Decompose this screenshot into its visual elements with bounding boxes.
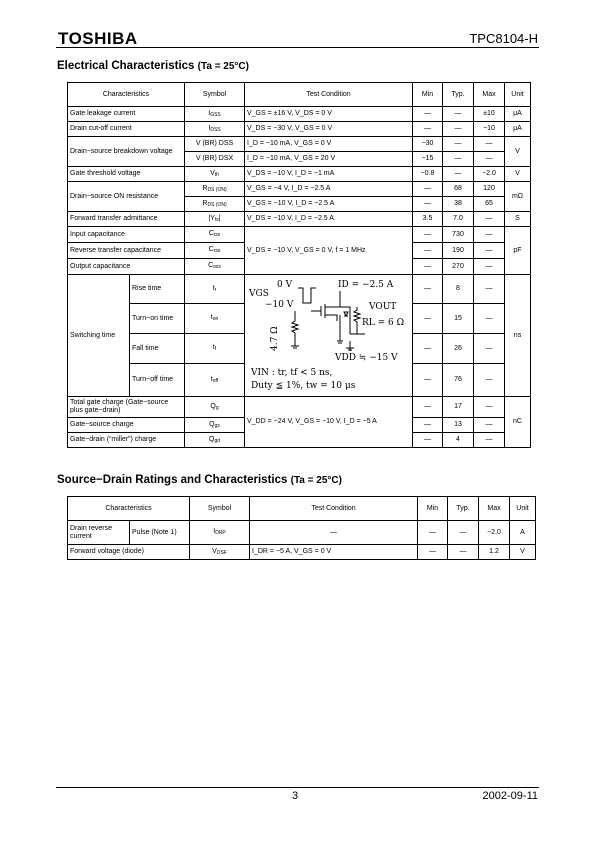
row-symbol: $R_{DS (ON)}$ bbox=[185, 197, 245, 212]
row-symbol: $V_{th}$ bbox=[185, 167, 245, 182]
row-symbol: $R_{DS (ON)}$ bbox=[185, 182, 245, 197]
row-condition: V_GS = −10 V, I_D = −2.5 A bbox=[245, 197, 413, 212]
row-symbol: $|Y_{fs}|$ bbox=[185, 212, 245, 227]
row-max: 1.2 bbox=[479, 545, 510, 560]
pulse-waveform bbox=[298, 288, 316, 303]
row-symbol: $Q_{gs}$ bbox=[185, 418, 245, 433]
row-name: Gate leakage current bbox=[68, 107, 185, 122]
row-min: — bbox=[413, 397, 443, 418]
row-typ: — bbox=[443, 137, 474, 152]
rl-label: RL = 6 Ω bbox=[362, 317, 405, 328]
row-min: — bbox=[413, 227, 443, 243]
row-max: ±10 bbox=[474, 107, 505, 122]
row-min: 3.5 bbox=[413, 212, 443, 227]
row-max: −2.0 bbox=[474, 167, 505, 182]
table-header-row bbox=[68, 83, 531, 107]
row-min: — bbox=[413, 259, 443, 275]
row-unit: S bbox=[505, 212, 531, 227]
row-typ: 190 bbox=[443, 243, 474, 259]
row-min: — bbox=[413, 334, 443, 364]
row-condition: I_DR = −5 A, V_GS = 0 V bbox=[250, 545, 418, 560]
row-unit: μA bbox=[505, 122, 531, 137]
row-typ: 26 bbox=[443, 334, 474, 364]
table-row bbox=[68, 167, 531, 182]
row-max: — bbox=[474, 212, 505, 227]
row-typ: — bbox=[443, 107, 474, 122]
row-max: 65 bbox=[474, 197, 505, 212]
source-drain-title bbox=[57, 474, 342, 486]
electrical-table bbox=[67, 82, 531, 448]
row-max: — bbox=[474, 304, 505, 334]
row-unit: mΩ bbox=[505, 182, 531, 212]
row-symbol: $t_{off}$ bbox=[185, 364, 245, 397]
hdr-typ: Typ. bbox=[448, 497, 479, 521]
row-name: Drain cut-off current bbox=[68, 122, 185, 137]
row-symbol: $C_{rss}$ bbox=[185, 243, 245, 259]
row-typ: — bbox=[443, 122, 474, 137]
row-typ: 38 bbox=[443, 197, 474, 212]
row-name: Drain−source ON resistance bbox=[68, 182, 185, 212]
row-max: — bbox=[474, 364, 505, 397]
row-condition: V_DD = −24 V, V_GS = −10 V, I_D = −5 A bbox=[245, 397, 413, 448]
hdr-max: Max bbox=[479, 497, 510, 521]
row-condition: V_DS = −30 V, V_GS = 0 V bbox=[245, 122, 413, 137]
row-symbol: $I_{DRP}$ bbox=[190, 521, 250, 545]
source-drain-title-cond: (Ta = 25°C) bbox=[290, 475, 342, 486]
row-min: — bbox=[413, 418, 443, 433]
row-min: — bbox=[413, 107, 443, 122]
row-max: — bbox=[474, 334, 505, 364]
row-max: — bbox=[474, 433, 505, 448]
row-min: −0.8 bbox=[413, 167, 443, 182]
source-ground-symbol bbox=[337, 341, 343, 343]
row-min: −30 bbox=[413, 137, 443, 152]
r47-label: 4.7 Ω bbox=[270, 325, 280, 351]
table-row bbox=[68, 122, 531, 137]
row-typ: — bbox=[448, 545, 479, 560]
row-symbol: $Q_{gd}$ bbox=[185, 433, 245, 448]
table-row bbox=[68, 275, 531, 304]
row-min: −15 bbox=[413, 152, 443, 167]
vneg-label: −10 V bbox=[265, 299, 294, 310]
electrical-title-cond: (Ta = 25°C) bbox=[197, 61, 249, 72]
row-typ: 17 bbox=[443, 397, 474, 418]
row-condition: I_D = −10 mA, V_GS = 0 V bbox=[245, 137, 413, 152]
row-name: Forward voltage (diode) bbox=[68, 545, 190, 560]
row-symbol: $C_{iss}$ bbox=[185, 227, 245, 243]
v0-label: 0 V bbox=[277, 279, 293, 290]
row-symbol: $t_f$ bbox=[185, 334, 245, 364]
row-subname: Fall time bbox=[130, 334, 185, 364]
row-subname: Rise time bbox=[130, 275, 185, 304]
hdr-test-condition: Test Condition bbox=[250, 497, 418, 521]
row-max: — bbox=[474, 137, 505, 152]
row-name: Gate−drain (“miller”) charge bbox=[68, 433, 185, 448]
row-max: — bbox=[474, 243, 505, 259]
vgs-label: VGS bbox=[249, 288, 269, 299]
row-typ: 76 bbox=[443, 364, 474, 397]
row-name: Forward transfer admittance bbox=[68, 212, 185, 227]
table-header-row bbox=[68, 497, 536, 521]
footer-date: 2002-09-11 bbox=[482, 790, 538, 802]
diode-symbol bbox=[344, 312, 348, 316]
rl-resistor bbox=[354, 307, 360, 326]
circuit-diagram bbox=[245, 276, 413, 396]
row-name: Reverse transfer capacitance bbox=[68, 243, 185, 259]
row-typ: 68 bbox=[443, 182, 474, 197]
row-typ: 15 bbox=[443, 304, 474, 334]
row-min: — bbox=[413, 275, 443, 304]
vin-label: VIN : tr, tf < 5 ns, bbox=[251, 367, 333, 378]
row-max: — bbox=[474, 227, 505, 243]
row-typ: 270 bbox=[443, 259, 474, 275]
row-typ: 730 bbox=[443, 227, 474, 243]
row-unit: nC bbox=[505, 397, 531, 448]
vdd-supply-symbol bbox=[346, 341, 354, 351]
gate-resistor bbox=[292, 311, 298, 346]
hdr-symbol: Symbol bbox=[185, 83, 245, 107]
header-rule bbox=[56, 47, 539, 48]
row-max: 120 bbox=[474, 182, 505, 197]
row-min: — bbox=[418, 545, 448, 560]
row-max: −2.0 bbox=[479, 521, 510, 545]
row-unit: ns bbox=[505, 275, 531, 397]
row-typ: — bbox=[443, 152, 474, 167]
gate-ground-symbol bbox=[291, 346, 299, 348]
row-symbol: $I_{DSS}$ bbox=[185, 122, 245, 137]
row-unit: V bbox=[505, 167, 531, 182]
row-name: Gate threshold voltage bbox=[68, 167, 185, 182]
table-row bbox=[68, 227, 531, 243]
id-label: ID = −2.5 A bbox=[338, 279, 394, 290]
row-unit: V bbox=[510, 545, 536, 560]
row-name: Output capacitance bbox=[68, 259, 185, 275]
table-row bbox=[68, 182, 531, 197]
row-subname: Turn−on time bbox=[130, 304, 185, 334]
row-min: — bbox=[413, 197, 443, 212]
row-name: Input capacitance bbox=[68, 227, 185, 243]
row-symbol: $I_{GSS}$ bbox=[185, 107, 245, 122]
toshiba-logo: TOSHIBA bbox=[58, 29, 138, 48]
row-symbol: V (BR) DSS bbox=[185, 137, 245, 152]
part-number: TPC8104-H bbox=[469, 31, 538, 46]
row-max: — bbox=[474, 397, 505, 418]
row-typ: 4 bbox=[443, 433, 474, 448]
row-min: — bbox=[413, 122, 443, 137]
row-typ: 8 bbox=[443, 275, 474, 304]
electrical-title bbox=[57, 60, 249, 72]
row-min: — bbox=[413, 433, 443, 448]
row-unit: pF bbox=[505, 227, 531, 275]
hdr-unit: Unit bbox=[505, 83, 531, 107]
switching-test-circuit bbox=[245, 275, 413, 397]
vout-label: VOUT bbox=[369, 301, 397, 312]
table-row bbox=[68, 137, 531, 152]
row-max: — bbox=[474, 275, 505, 304]
mosfet-symbol bbox=[311, 304, 340, 321]
row-unit: A bbox=[510, 521, 536, 545]
row-symbol: $t_r$ bbox=[185, 275, 245, 304]
row-min: — bbox=[413, 182, 443, 197]
row-symbol: $Q_g$ bbox=[185, 397, 245, 418]
duty-label: Duty ≦ 1%, tw = 10 μs bbox=[251, 380, 356, 391]
hdr-characteristics: Characteristics bbox=[68, 497, 190, 521]
row-name: Drain reverse current bbox=[68, 521, 130, 545]
table-row bbox=[68, 107, 531, 122]
row-condition: V_DS = −10 V, I_D = −1 mA bbox=[245, 167, 413, 182]
table-row bbox=[68, 521, 536, 545]
source-drain-table bbox=[67, 496, 536, 560]
row-max: — bbox=[474, 418, 505, 433]
page-number: 3 bbox=[292, 790, 299, 802]
row-condition: V_GS = −4 V, I_D = −2.5 A bbox=[245, 182, 413, 197]
electrical-title-text: Electrical Characteristics bbox=[57, 60, 195, 72]
row-min: — bbox=[413, 243, 443, 259]
row-unit: V bbox=[505, 137, 531, 167]
row-condition: V_DS = −10 V, V_GS = 0 V, f = 1 MHz bbox=[245, 227, 413, 275]
table-row bbox=[68, 545, 536, 560]
row-typ: — bbox=[443, 167, 474, 182]
table-row bbox=[68, 397, 531, 418]
row-condition: V_DS = −10 V, I_D = −2.5 A bbox=[245, 212, 413, 227]
row-name: Gate−source charge bbox=[68, 418, 185, 433]
row-condition: V_GS = ±16 V, V_DS = 0 V bbox=[245, 107, 413, 122]
row-condition: — bbox=[250, 521, 418, 545]
row-symbol: $V_{DSF}$ bbox=[190, 545, 250, 560]
row-min: — bbox=[413, 304, 443, 334]
row-min: — bbox=[413, 364, 443, 397]
hdr-test-condition: Test Condition bbox=[245, 83, 413, 107]
source-drain-title-text: Source−Drain Ratings and Characteristics bbox=[57, 474, 288, 486]
row-max: — bbox=[474, 259, 505, 275]
hdr-characteristics: Characteristics bbox=[68, 83, 185, 107]
hdr-unit: Unit bbox=[510, 497, 536, 521]
hdr-max: Max bbox=[474, 83, 505, 107]
footer-rule bbox=[56, 787, 539, 788]
hdr-symbol: Symbol bbox=[190, 497, 250, 521]
row-symbol: V (BR) DSX bbox=[185, 152, 245, 167]
hdr-typ: Typ. bbox=[443, 83, 474, 107]
row-typ: — bbox=[448, 521, 479, 545]
row-unit: μA bbox=[505, 107, 531, 122]
row-max: −10 bbox=[474, 122, 505, 137]
row-symbol: $C_{oss}$ bbox=[185, 259, 245, 275]
row-min: — bbox=[418, 521, 448, 545]
row-note: Pulse (Note 1) bbox=[130, 521, 190, 545]
hdr-min: Min bbox=[418, 497, 448, 521]
table-row bbox=[68, 212, 531, 227]
row-subname: Turn−off time bbox=[130, 364, 185, 397]
row-name: Switching time bbox=[68, 275, 130, 397]
row-typ: 13 bbox=[443, 418, 474, 433]
row-symbol: $t_{on}$ bbox=[185, 304, 245, 334]
row-max: — bbox=[474, 152, 505, 167]
hdr-min: Min bbox=[413, 83, 443, 107]
row-name: Total gate charge (Gate−source plus gate−drain) bbox=[68, 397, 185, 418]
row-name: Drain−source breakdown voltage bbox=[68, 137, 185, 167]
vdd-label: VDD ≒ −15 V bbox=[335, 352, 398, 363]
row-typ: 7.0 bbox=[443, 212, 474, 227]
row-condition: I_D = −10 mA, V_GS = 20 V bbox=[245, 152, 413, 167]
